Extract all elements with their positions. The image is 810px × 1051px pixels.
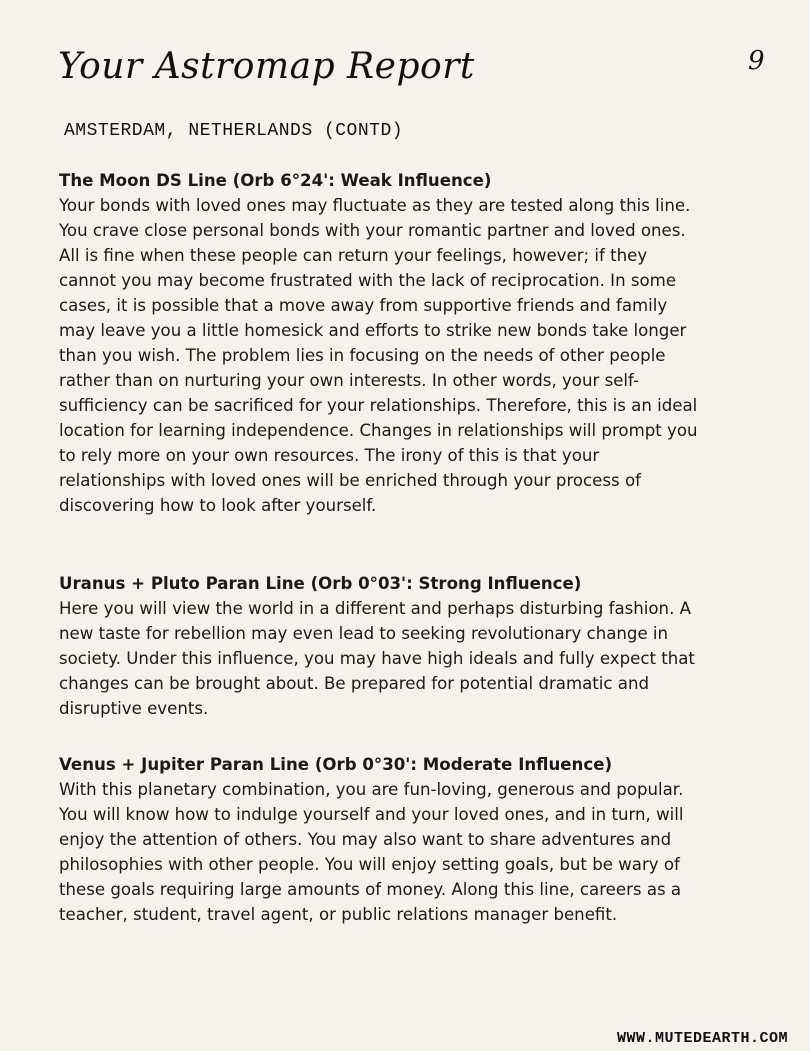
page-number: 9	[748, 46, 765, 76]
section-heading: Venus + Jupiter Paran Line (Orb 0°30': Moderate Influence)	[59, 755, 613, 774]
section-body: Your bonds with loved ones may fluctuate as they are tested along this line. You crave close personal bonds with your romantic partner and loved ones. All is fine when these people can return your feelings, however; if they cannot you may become frustrated with the lack of reciprocation. In some cases, it is possible that a move away from supportive friends and family may leave you a little homesick and efforts to strike new bonds take longer than you wish. The problem lies in focusing on the needs of other people rather than on nurturing your own interests. In other words, your self-sufficiency can be sacrificed for your relationships. Therefore, this is an ideal location for learning independence. Changes in relationships will prompt you to rely more on your own resources. The irony of this is that your relationships with loved ones will be enriched through your process of discovering how to look after yourself.	[59, 196, 698, 515]
section-uranus-pluto-paran	[59, 571, 699, 721]
footer-website-url: WWW.MUTEDEARTH.COM	[616, 1030, 788, 1047]
section-moon-ds-line	[59, 168, 699, 518]
section-heading: Uranus + Pluto Paran Line (Orb 0°03': Strong Influence)	[59, 574, 582, 593]
section-heading: The Moon DS Line (Orb 6°24': Weak Influence)	[59, 171, 492, 190]
section-body: With this planetary combination, you are fun-loving, generous and popular. You will know how to indulge yourself and your loved ones, and in turn, will enjoy the attention of others. You may also want to share adventures and philosophies with other people. You will enjoy setting goals, but be wary of these goals requiring large amounts of money. Along this line, careers as a teacher, student, travel agent, or public relations manager benefit.	[59, 780, 684, 924]
section-body: Here you will view the world in a different and perhaps disturbing fashion. A new taste for rebellion may even lead to seeking revolutionary change in society. Under this influence, you may have high ideals and fully expect that changes can be brought about. Be prepared for potential dramatic and disruptive events.	[59, 599, 695, 718]
section-venus-jupiter-paran	[59, 752, 699, 927]
location-heading: AMSTERDAM, NETHERLANDS (CONTD)	[64, 121, 404, 141]
report-title: Your Astromap Report	[58, 46, 475, 87]
